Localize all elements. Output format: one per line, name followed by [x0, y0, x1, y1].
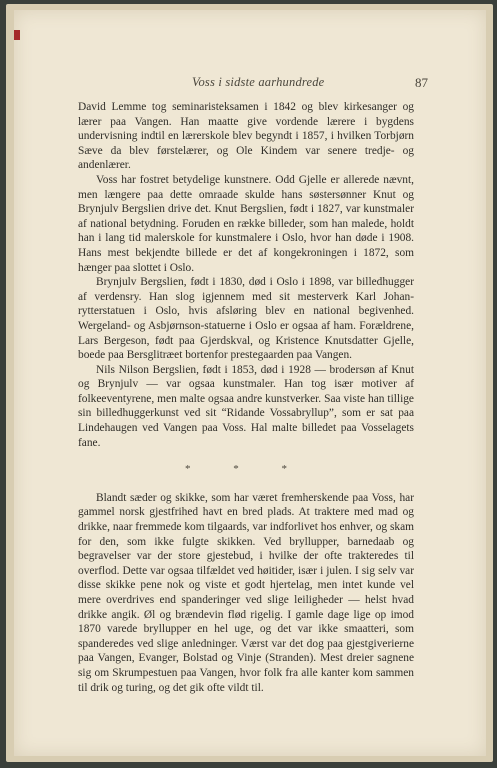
page-marker-tab	[14, 30, 20, 40]
paragraph: Voss har fostret betydelige kunstnere. Odd Gjelle er allerede nævnt, men længere paa dette omraade skulde hans søstersønner Knut og Brynjulv Bergslien drive det. Knut Bergslien, født i 1827, var kunstmaler af national betydning. Foruden en række billeder, som han malede, holdt han i lang tid malerskole for kunstmalere i Oslo, hvor han døde i 1908. Hans mest bekjendte billede er det af kongekroningen i 1872, som hænger paa slottet i Oslo.	[78, 173, 414, 274]
paragraph: Blandt sæder og skikke, som har været fremherskende paa Voss, har gammel norsk gjestfrihed havt en bred plads. At traktere med mad og drikke, naar fremmede kom tilgaards, var indforlivet hos enhver, og skam for den, som ikke fulgte skikken. Ved bryllupper, barnedaab og begravelser var der store gjestebud, i hvilke der ofte trakteredes til overflod. Dette var ogsaa tilfældet ved høitider, især i julen. I sig selv var disse skikke pene nok og viste et godt hjertelag, men intet kunde vel mere overdrives end spanderinger ved slige leiligheder — helst hvad drikke angik. Øl og brændevin flød rigelig. I gamle dage lige op imod 1870 varede bryllupper en hel uge, og det var ikke smaatteri, som spanderedes ved slige anledninger. Værst var det dog paa gjestgiverierne paa Vangen, Evanger, Bolstad og Vinje (Stranden). Mest dreier sagnene sig om Skrumpestuen paa Vangen, hvor folk fra alle kanter kom sammen til drik og turing, og det gik ofte vildt til.	[78, 491, 414, 694]
paragraph: Nils Nilson Bergslien, født i 1853, død i 1928 — brodersøn af Knut og Brynjulv — var ogsaa kunstmaler. Han tog især motiver af folkeeventyrene, men malte ogsaa andre kunstverker. Saa viste han tillige sin billedhuggerkunst ved sit “Ridande Vossabryllup”, som er sat paa Lindehaugen ved Vangen paa Voss. Hal malte billedet paa Vosselagets fane.	[78, 363, 414, 449]
paragraph: David Lemme tog seminaristeksamen i 1842 og blev kirkesanger og lærer paa Vangen. Han maatte give vordende lærere i bygdens undervisning indtil en lærerskole blev begyndt i 1857, i hvilken Torbjørn Sæve da blev førstelærer, og Ole Kindem var senere tredje- og andenlærer.	[78, 101, 414, 172]
section-separator: * * *	[185, 463, 307, 476]
running-title: Voss i sidste aarhundrede	[192, 75, 325, 89]
paragraph: Brynjulv Bergslien, født i 1830, død i Oslo i 1898, var billedhugger af verdensry. Han slog igjennem med sit mesterverk Karl Johan-rytterstatuen i Oslo, hvis afsløring blev en national begivenhed. Wergeland- og Asbjørnson-statuerne i Oslo er ogsaa af ham. Forældrene, Lars Bergeson, født paa Gjerdskval, og Kristence Knutsdatter Gjelle, boede paa Bersglitræet bortenfor prestegaarden paa Vangen.	[78, 276, 414, 362]
page-number: 87	[415, 75, 428, 90]
page-body	[78, 100, 414, 695]
page-header	[92, 75, 428, 95]
